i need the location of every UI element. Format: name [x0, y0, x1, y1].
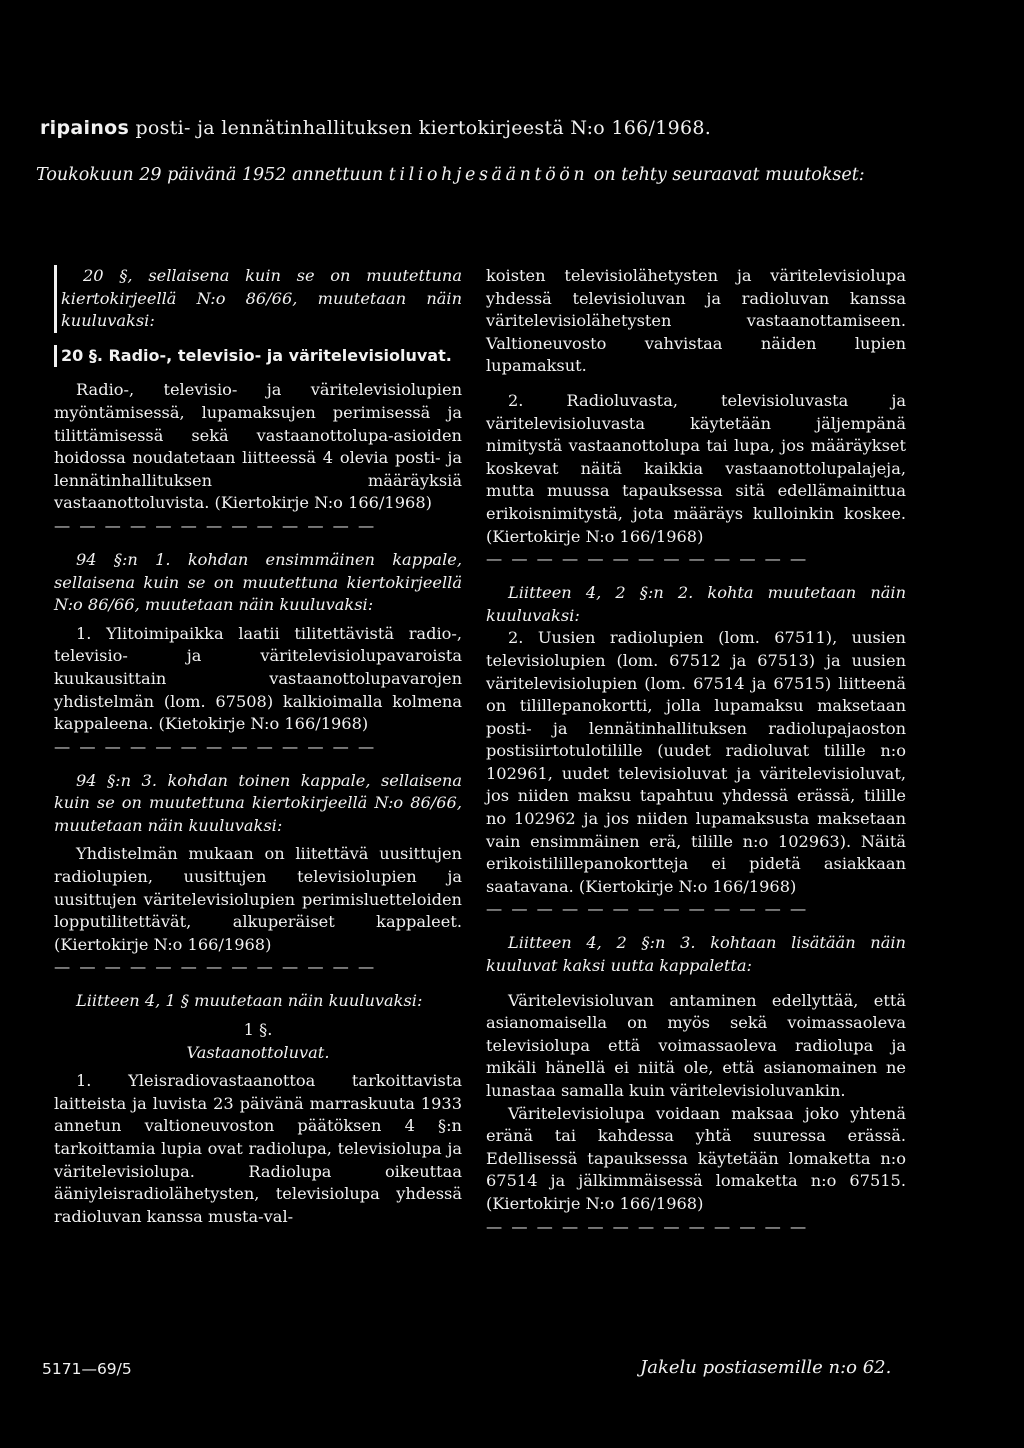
appendix-4-1-intro: Liitteen 4, 1 § muutetaan näin kuuluvaksi: [76, 991, 423, 1011]
appendix-4-1-body: 1. Yleisradiovastaanottoa tarkoittavista laitteista ja luvista 23 päivänä marraskuuta 1933 annetun valtioneuvoston päätöksen 4 §:n tarkoittamia lupia ovat radiolupa, televisiolupa ja väritelevisiolupa. Radiolupa oikeuttaa ääniyleisradiolähetysten, televisiolupa yhdessä radioluvan kanssa musta-val- [54, 1071, 462, 1226]
appendix-2-3-para-2: Väritelevisiolupa voidaan maksaa joko yhtenä eränä tai kahdessa yhtä suuressa erässä. Edellisessä tapauksessa käytetään lomaketta n:o 67514 ja jälkimmäisessä lomaketta n:o 67515. (Kiertokirje N:o 166/1968) [486, 1103, 906, 1213]
section-94-3-intro: 94 §:n 3. kohdan toinen kappale, sellaisena kuin se on muutettuna kiertokirjeellä N:o 86/66, muutetaan näin kuuluvaksi: [54, 770, 462, 835]
section-94-3-body: Yhdistelmän mukaan on liitettävä uusittujen radiolupien, uusittujen televisiolupien ja uusittujen väritelevisiolupien perimisluetteloiden lopputilitettävät, alkuperäiset kappaleet. (Kiertokirje N:o 166/1968) [54, 844, 462, 954]
appendix-4-1-title: Vastaanottoluvat. [186, 1042, 330, 1062]
separator: — — — — — — — — — — — — — [486, 549, 809, 569]
intro-paragraph [36, 163, 986, 187]
appendix-2-3-intro: Liitteen 4, 2 §:n 3. kohtaan lisätään näin kuuluvat kaksi uutta kappaletta: [486, 933, 906, 976]
section-20-body: Radio-, televisio- ja väritelevisiolupien myöntämisessä, lupamaksujen perimisessä ja tilittämisessä sekä vastaanottolupa-asioiden hoidossa noudatetaan liitteessä 4 olevia posti- ja lennätinhallituksen määräyksiä vastaanottoluvista. (Kiertokirje N:o 166/1968) [54, 380, 462, 513]
appendix-2-2-intro: Liitteen 4, 2 §:n 2. kohta muutetaan näin kuuluvaksi: [486, 583, 906, 625]
section-94-1-body: 1. Ylitoimipaikka laatii tilitettävistä radio-, televisio- ja väritelevisiolupavaroista kuukausittain vastaanottolupavarojen yhdistelmän (lom. 67508) kalkioimalla kolmena kappaleena. (Kietokirje N:o 166/1968) [54, 623, 462, 734]
appendix-4-1-paragraph-number: 1 §. [243, 1020, 273, 1040]
separator: — — — — — — — — — — — — — [54, 515, 377, 535]
appendix-continuation: koisten televisiolähetysten ja väritelevisiolupa yhdessä televisioluvan ja radioluvan kanssa väritelevisiolähetysten vastaanottamiseen. Valtioneuvosto vahvistaa näiden lupien lupamaksut. [486, 266, 906, 376]
header-text: posti- ja lennätinhallituksen kiertokirjeestä N:o 166/1968. [129, 117, 712, 139]
section-94-1-intro: 94 §:n 1. kohdan ensimmäinen kappale, sellaisena kuin se on muutettuna kiertokirjeellä N:o 86/66, muutetaan näin kuuluvaksi: [54, 549, 462, 615]
header-prefix: ripainos [40, 117, 130, 139]
intro-spaced: tiliohjesääntöön [388, 165, 589, 185]
separator: — — — — — — — — — — — — — [54, 736, 377, 756]
separator: — — — — — — — — — — — — — [486, 1216, 809, 1236]
appendix-2-2-body: 2. Uusien radiolupien (lom. 67511), uusien televisiolupien (lom. 67512 ja 67513) ja uusien väritelevisiolupien (lom. 67514 ja 67515) liitteenä on tilillepanokortti, jolla lupamaksu maksetaan posti- ja lennätinhallituksen radiolupajaoston postisiirtotulotilille (uudet radioluvat tilille n:o 102961, uudet televisioluvat ja väritelevisioluvat, jos niiden maksu tapahtuu yhdessä erässä, tilille no 102962 ja jos niiden lupamaksusta maksetaan vain ensimmäinen erä, tilille n:o 102963). Näitä erikoistilillepanokortteja ei pidetä asiakkaan saatavana. (Kiertokirje N:o 166/1968) [486, 628, 906, 896]
section-20-intro: 20 §, sellaisena kuin se on muutettuna kiertokirjeellä N:o 86/66, muutetaan näin kuuluvaksi: [54, 265, 462, 333]
left-column [54, 265, 462, 1228]
appendix-1-item-2: 2. Radioluvasta, televisioluvasta ja väritelevisioluvasta käytetään jäljempänä nimitystä vastaanottolupa tai lupa, jos määräykset koskevat näitä kaikkia vastaanottolupalajeja, mutta muussa tapauksessa sitä edellämainittua erikoisnimitystä, jota määräys kulloinkin koskee. (Kiertokirje N:o 166/1968) [486, 390, 906, 546]
separator: — — — — — — — — — — — — — [486, 899, 809, 919]
section-20-heading: 20 §. Radio-, televisio- ja väritelevisioluvat. [54, 345, 462, 368]
document-header [40, 117, 711, 139]
appendix-2-3-para-1: Väritelevisioluvan antaminen edellyttää, että asianomaisella on myös sekä voimassaoleva televisiolupa että voimassaoleva radiolupa ja mikäli hänellä ei niitä ole, että asianomainen ne lunastaa samalla kuin väritelevisioluvankin. [486, 990, 906, 1100]
footer-print-code: 5171—69/5 [42, 1360, 132, 1378]
separator: — — — — — — — — — — — — — [54, 957, 377, 977]
intro-part1: Toukokuun 29 päivänä 1952 annettuun [36, 165, 389, 185]
footer-distribution: Jakelu postiasemille n:o 62. [640, 1357, 892, 1378]
intro-part2: on tehty seuraavat muutokset: [588, 165, 865, 185]
right-column [486, 265, 906, 1238]
